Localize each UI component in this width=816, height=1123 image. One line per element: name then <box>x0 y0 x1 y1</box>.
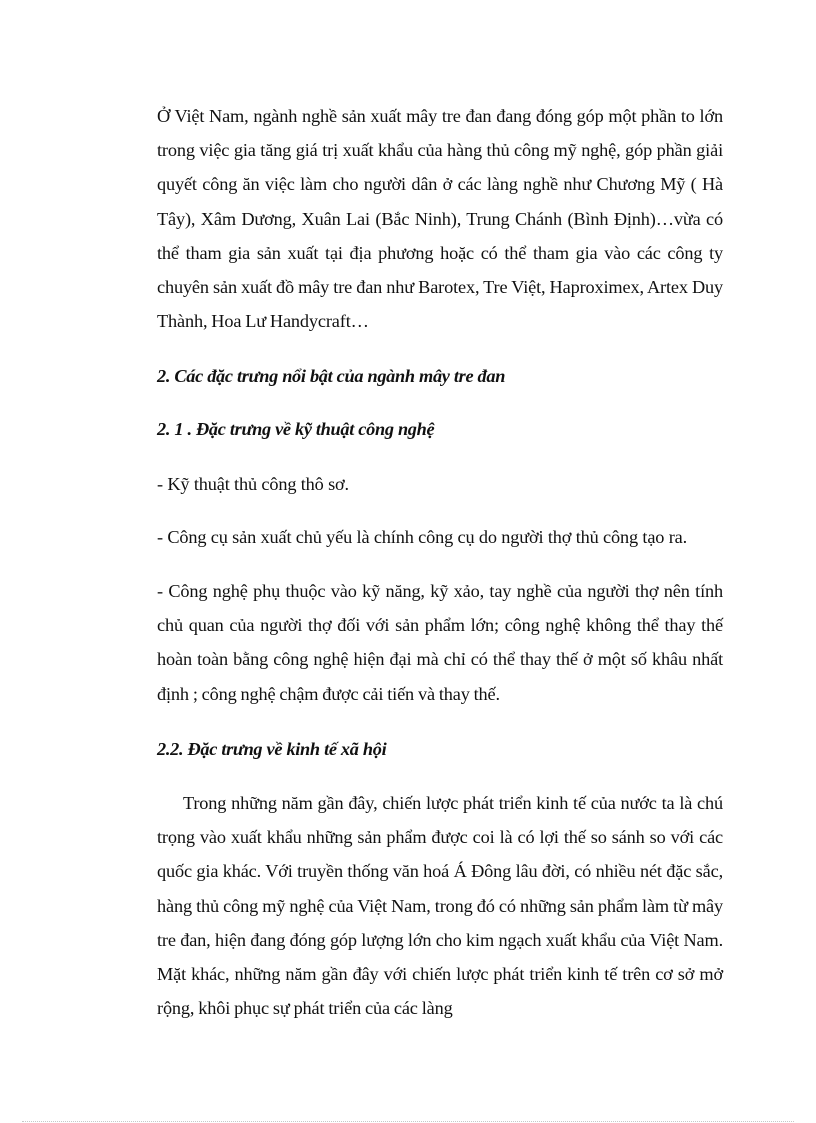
list-item: - Công cụ sản xuất chủ yếu là chính công cụ do người thợ thủ công tạo ra. <box>157 527 688 547</box>
list-item: - Công nghệ phụ thuộc vào kỹ năng, kỹ xảo, tay nghề của người thợ nên tính chủ quan của người thợ đối với sản phẩm lớn; công nghệ không thể thay thế hoàn toàn bằng công nghệ hiện đại mà chỉ có thể thay thế ở một số khâu nhất định ; công nghệ chậm được cải tiến và thay thế. <box>157 581 723 704</box>
intro-paragraph: Ở Việt Nam, ngành nghề sản xuất mây tre đan đang đóng góp một phần to lớn trong việc gia tăng giá trị xuất khẩu của hàng thủ công mỹ nghệ, góp phần giải quyết công ăn việc làm cho người dân ở các làng nghề như Chương Mỹ ( Hà Tây), Xâm Dương, Xuân Lai (Bắc Ninh), Trung Chánh (Bình Định)…vừa có thể tham gia sản xuất tại địa phương hoặc có thể tham gia vào các công ty chuyên sản xuất đồ mây tre đan như Barotex, Tre Việt, Haproximex, Artex Duy Thành, Hoa Lư Handycraft… <box>157 106 723 332</box>
section-heading-2: 2. Các đặc trưng nổi bật của ngành mây tre đan <box>157 366 506 386</box>
subsection-heading-2-1: 2. 1 . Đặc trưng về kỹ thuật công nghệ <box>157 419 435 439</box>
subsection-heading-2-2: 2.2. Đặc trưng về kinh tế xã hội <box>157 739 387 759</box>
list-item: - Kỹ thuật thủ công thô sơ. <box>157 474 349 494</box>
page-bottom-divider <box>22 1121 794 1122</box>
economic-paragraph: Trong những năm gần đây, chiến lược phát triển kinh tế của nước ta là chú trọng vào xuất khẩu những sản phẩm được coi là có lợi thế so sánh so với các quốc gia khác. Với truyền thống văn hoá Á Đông lâu đời, có nhiều nét đặc sắc, hàng thủ công mỹ nghệ của Việt Nam, trong đó có những sản phẩm làm từ mây tre đan, hiện đang đóng góp lượng lớn cho kim ngạch xuất khẩu của Việt Nam. Mặt khác, những năm gần đây với chiến lược phát triển kinh tế trên cơ sở mở rộng, khôi phục sự phát triển của các làng <box>157 793 723 1019</box>
